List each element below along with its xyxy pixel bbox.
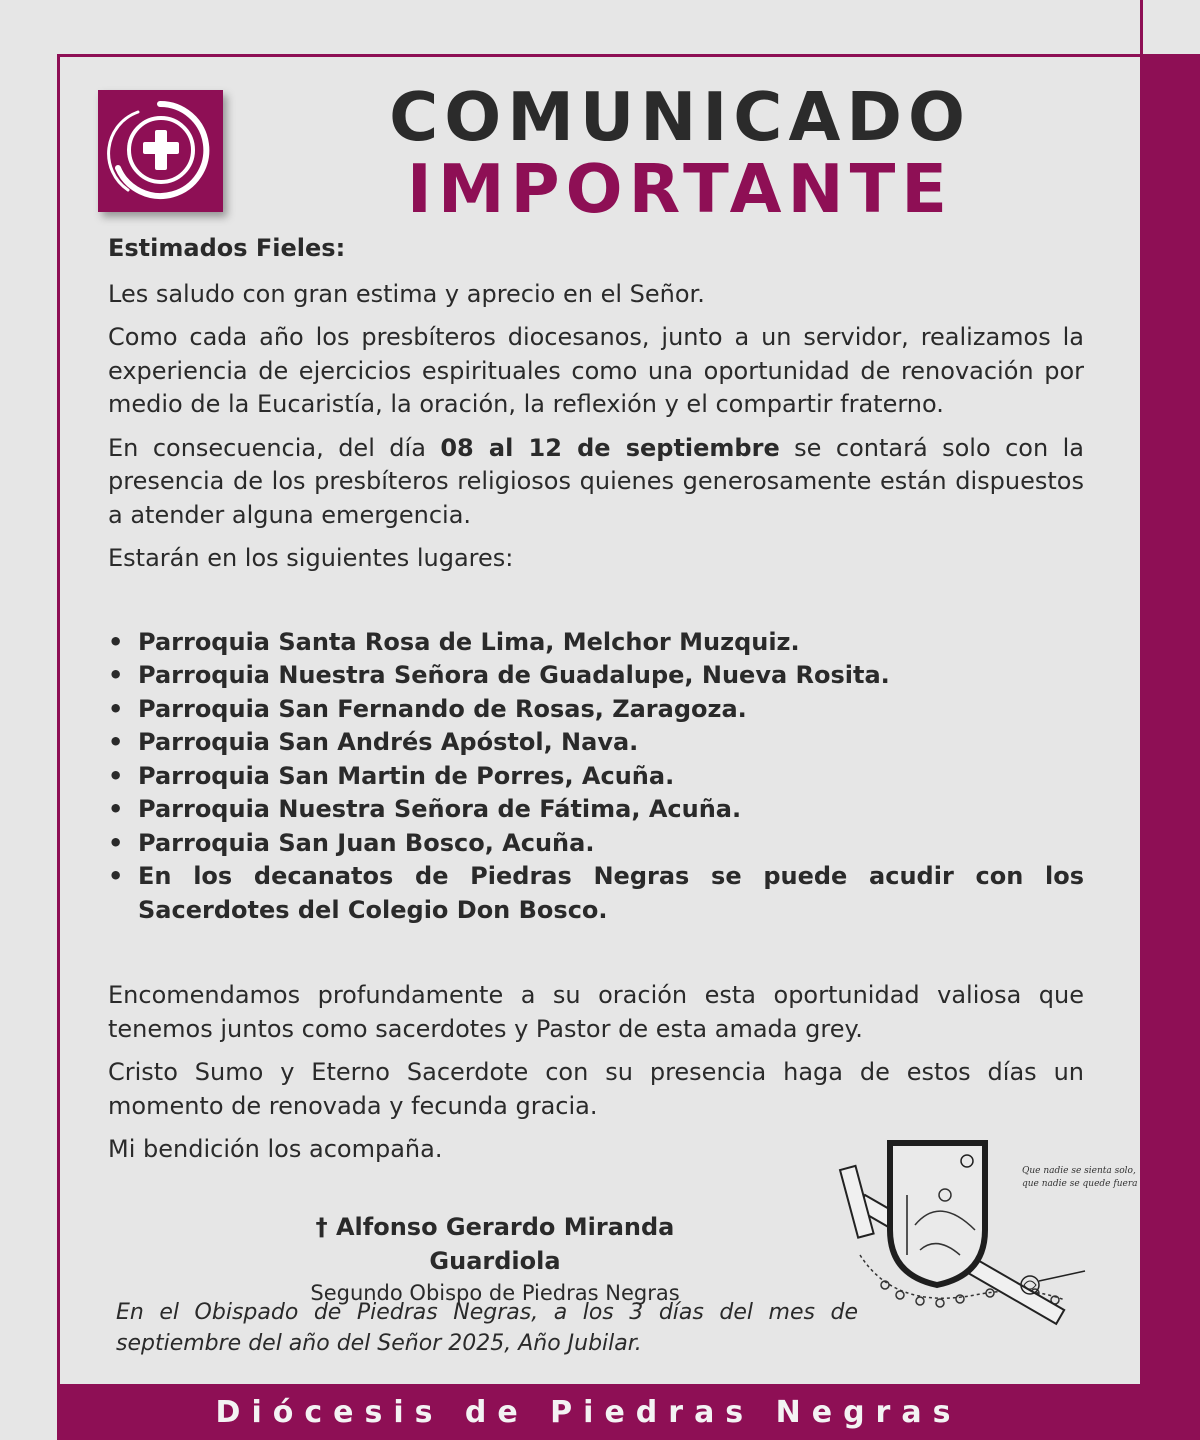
signature-name: † Alfonso Gerardo Miranda Guardiola bbox=[315, 1213, 675, 1275]
paragraph-dates bbox=[108, 432, 1084, 533]
list-intro: Estarán en los siguientes lugares: bbox=[108, 544, 514, 572]
places-list bbox=[108, 626, 1084, 928]
page-subtitle: IMPORTANTE bbox=[406, 150, 954, 228]
letter-body bbox=[108, 232, 1084, 1177]
blessing: Mi bendición los acompaña. bbox=[108, 1135, 443, 1163]
footer-band bbox=[57, 1384, 1200, 1440]
page-title: COMUNICADO bbox=[389, 78, 971, 156]
signature-block bbox=[250, 1210, 740, 1308]
diocese-logo bbox=[98, 90, 223, 212]
accent-band-right bbox=[1140, 54, 1200, 1440]
closing-prayer: Encomendamos profundamente a su oración esta oportunidad valiosa que tenemos juntos como sacerdotes y Pastor de esta amada grey. bbox=[108, 981, 1084, 1043]
decorative-line bbox=[1140, 0, 1143, 54]
footer-text: Diócesis de Piedras Negras bbox=[215, 1394, 962, 1430]
greeting: Estimados Fieles: bbox=[108, 234, 346, 262]
retreat-dates: 08 al 12 de septiembre bbox=[440, 433, 780, 462]
crest-motto-line2: que nadie se quede fuera bbox=[1022, 1179, 1138, 1189]
list-item: • Parroquia Nuestra Señora de Guadalupe, Nueva Rosita. bbox=[108, 659, 1084, 693]
signature-role: Segundo Obispo de Piedras Negras bbox=[310, 1281, 680, 1305]
cross-circle-icon bbox=[98, 90, 223, 212]
closing-blessing-wish: Cristo Sumo y Eterno Sacerdote con su presencia haga de estos días un momento de renovada y fecunda gracia. bbox=[108, 1058, 1084, 1120]
crest-motto-line1: Que nadie se sienta solo, bbox=[1022, 1166, 1136, 1176]
list-item: • Parroquia San Andrés Apóstol, Nava. bbox=[108, 726, 1084, 760]
list-item: • Parroquia Nuestra Señora de Fátima, Acuña. bbox=[108, 793, 1084, 827]
paragraph-dates-lead: En consecuencia, del día bbox=[108, 433, 441, 462]
list-item: • Parroquia San Fernando de Rosas, Zaragoza. bbox=[108, 693, 1084, 727]
dateline: En el Obispado de Piedras Negras, a los 3 días del mes de septiembre del año del Señor 2025, Año Jubilar. bbox=[116, 1300, 858, 1356]
coat-of-arms-icon bbox=[825, 1135, 1138, 1320]
list-item: • En los decanatos de Piedras Negras se puede acudir con los Sacerdotes del Colegio Don Bosco. bbox=[108, 860, 1084, 927]
paragraph-dates-tail: se contará solo con la presencia de los presbíteros religiosos quienes generosamente están dispuestos a atender alguna emergencia. bbox=[108, 433, 1084, 529]
salutation: Les saludo con gran estima y aprecio en el Señor. bbox=[108, 279, 705, 308]
list-item: • Parroquia San Martin de Porres, Acuña. bbox=[108, 760, 1084, 794]
list-item: • Parroquia Santa Rosa de Lima, Melchor Muzquiz. bbox=[108, 626, 1084, 660]
paragraph-retreat: Como cada año los presbíteros diocesanos, junto a un servidor, realizamos la experiencia de ejercicios espirituales como una oportunidad de renovación por medio de la Eucaristía, la oración, la reflexión y el compartir fraterno. bbox=[108, 323, 1084, 418]
list-item: • Parroquia San Juan Bosco, Acuña. bbox=[108, 827, 1084, 861]
